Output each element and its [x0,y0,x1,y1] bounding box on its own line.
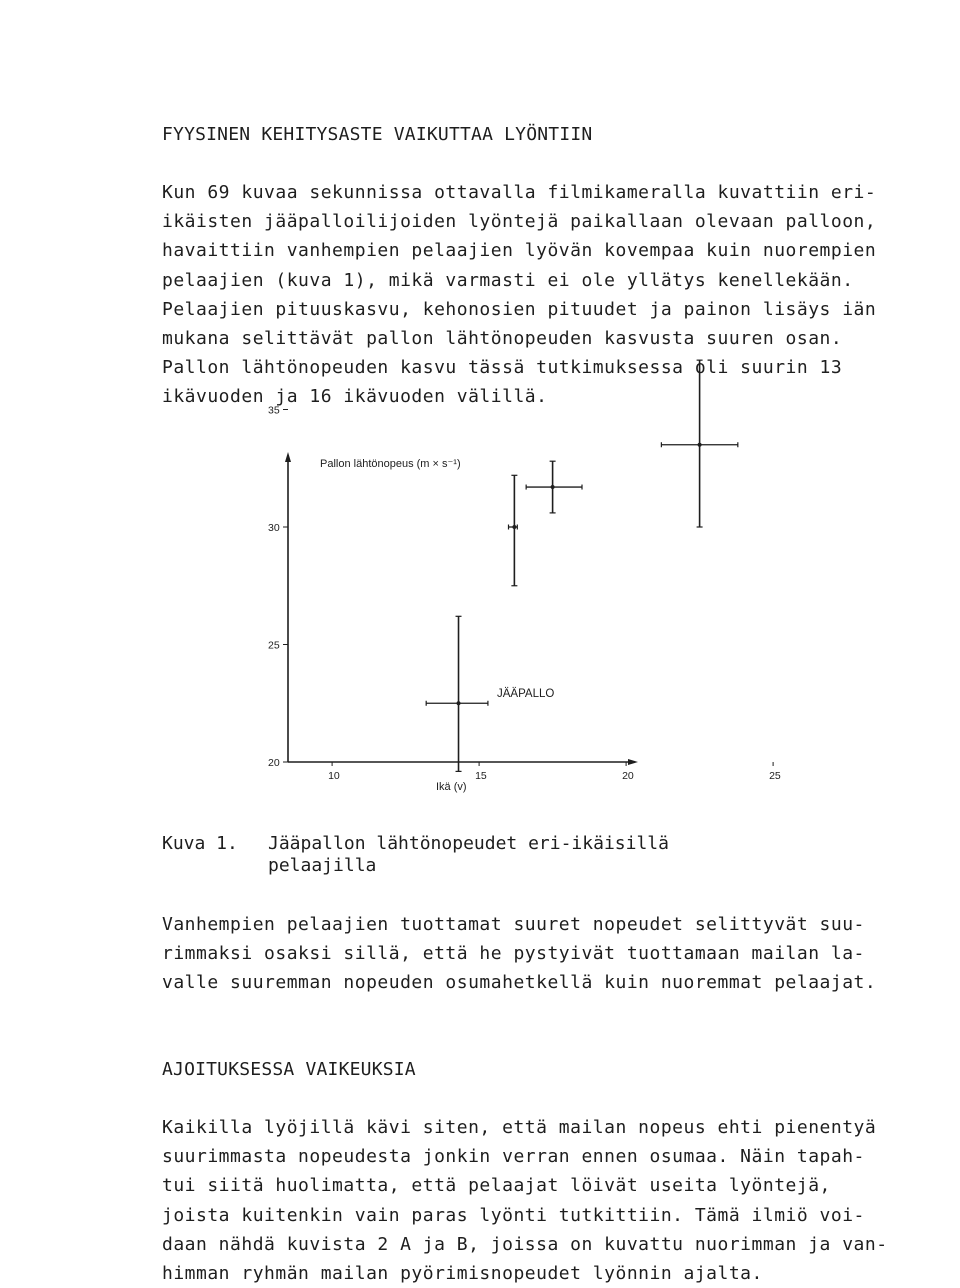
x-tick-label: 25 [769,770,781,782]
paragraph-line: Kaikilla lyöjillä kävi siten, että mailan nopeus ehti pienentyä [162,1117,877,1138]
y-ticks [268,405,288,770]
point-marker [512,525,516,529]
paragraph-line: pelaajien (kuva 1), mikä varmasti ei ole yllätys kenellekään. [162,269,854,291]
paragraph-line: havaittiin vanhempien pelaajien lyövän kovempaa kuin nuorempien [162,240,877,262]
paragraph-line: mukana selittävät pallon lähtönopeuden kasvusta suuren osan. [162,327,843,349]
paragraph-line: Pallon lähtönopeuden kasvu tässä tutkimuksessa oli suurin 13 [162,357,843,379]
paragraph-line: Pelaajien pituuskasvu, kehonosien pituudet ja painon lisäys iän [162,298,877,320]
data-point [661,360,737,527]
section-heading-timing: AJOITUKSESSA VAIKEUKSIA [162,1059,416,1080]
paragraph-line: Vanhempien pelaajien tuottamat suuret nopeudet selittyvät suu- [162,914,865,935]
y-tick-label: 25 [268,639,280,652]
data-points [426,360,738,771]
paragraph-line: ikäisten jääpalloilijoiden lyöntejä paikallaan olevaan palloon, [162,211,877,233]
paragraph-line: Kun 69 kuvaa sekunnissa ottavalla filmikameralla kuvattiin eri- [162,182,877,203]
paragraph-line: himman ryhmän mailan pyörimisnopeudet lyönnin ajalta. [162,1262,763,1284]
paragraph-line: suurimmasta nopeudesta jonkin verran ennen osumaa. Näin tapah- [162,1146,865,1168]
paragraph-line: daan nähdä kuvista 2 A ja B, joissa on kuvattu nuorimman ja van- [162,1233,888,1255]
paragraph-line: tui siitä huolimatta, että pelaajat löivät useita lyöntejä, [162,1175,831,1197]
data-point [509,475,518,585]
x-axis-label: Ikä (v) [436,781,467,793]
paragraph-line: joista kuitenkin vain paras lyönti tutkittiin. Tämä ilmiö voi- [162,1204,865,1226]
paragraph-line: valle suuremman nopeuden osumahetkellä kuin nuoremmat pelaajat. [162,972,877,994]
x-ticks [328,762,781,782]
y-tick-label: 20 [268,757,280,769]
chart-annotation: JÄÄPALLO [497,688,555,700]
point-marker [551,485,555,489]
x-tick-label: 10 [328,770,340,782]
x-tick-label: 20 [622,770,634,782]
y-tick-label: 35 [268,404,280,417]
paragraph-timing [162,1113,888,1288]
point-marker [457,701,461,705]
paragraph-older-players [162,910,876,998]
x-tick-label: 15 [475,770,487,782]
y-axis-arrow [285,452,291,462]
data-point [526,461,582,513]
paragraph-line: ikävuoden ja 16 ikävuoden välillä. [162,386,548,408]
caption-line: Jääpallon lähtönopeudet eri-ikäisillä [268,833,669,854]
caption-label: Kuva 1. [162,833,238,854]
caption-line: pelaajilla [268,855,377,876]
data-point [426,616,488,771]
y-axis-label: Pallon lähtönopeus (m × s⁻¹) [320,458,461,470]
x-axis-arrow [628,759,638,765]
y-tick-label: 30 [268,522,280,534]
point-marker [698,443,702,447]
section-heading-physical-development: FYYSINEN KEHITYSASTE VAIKUTTAA LYÖNTIIN [162,124,593,145]
paragraph-line: rimmaksi osaksi sillä, että he pystyivät tuottamaan mailan la- [162,943,865,965]
